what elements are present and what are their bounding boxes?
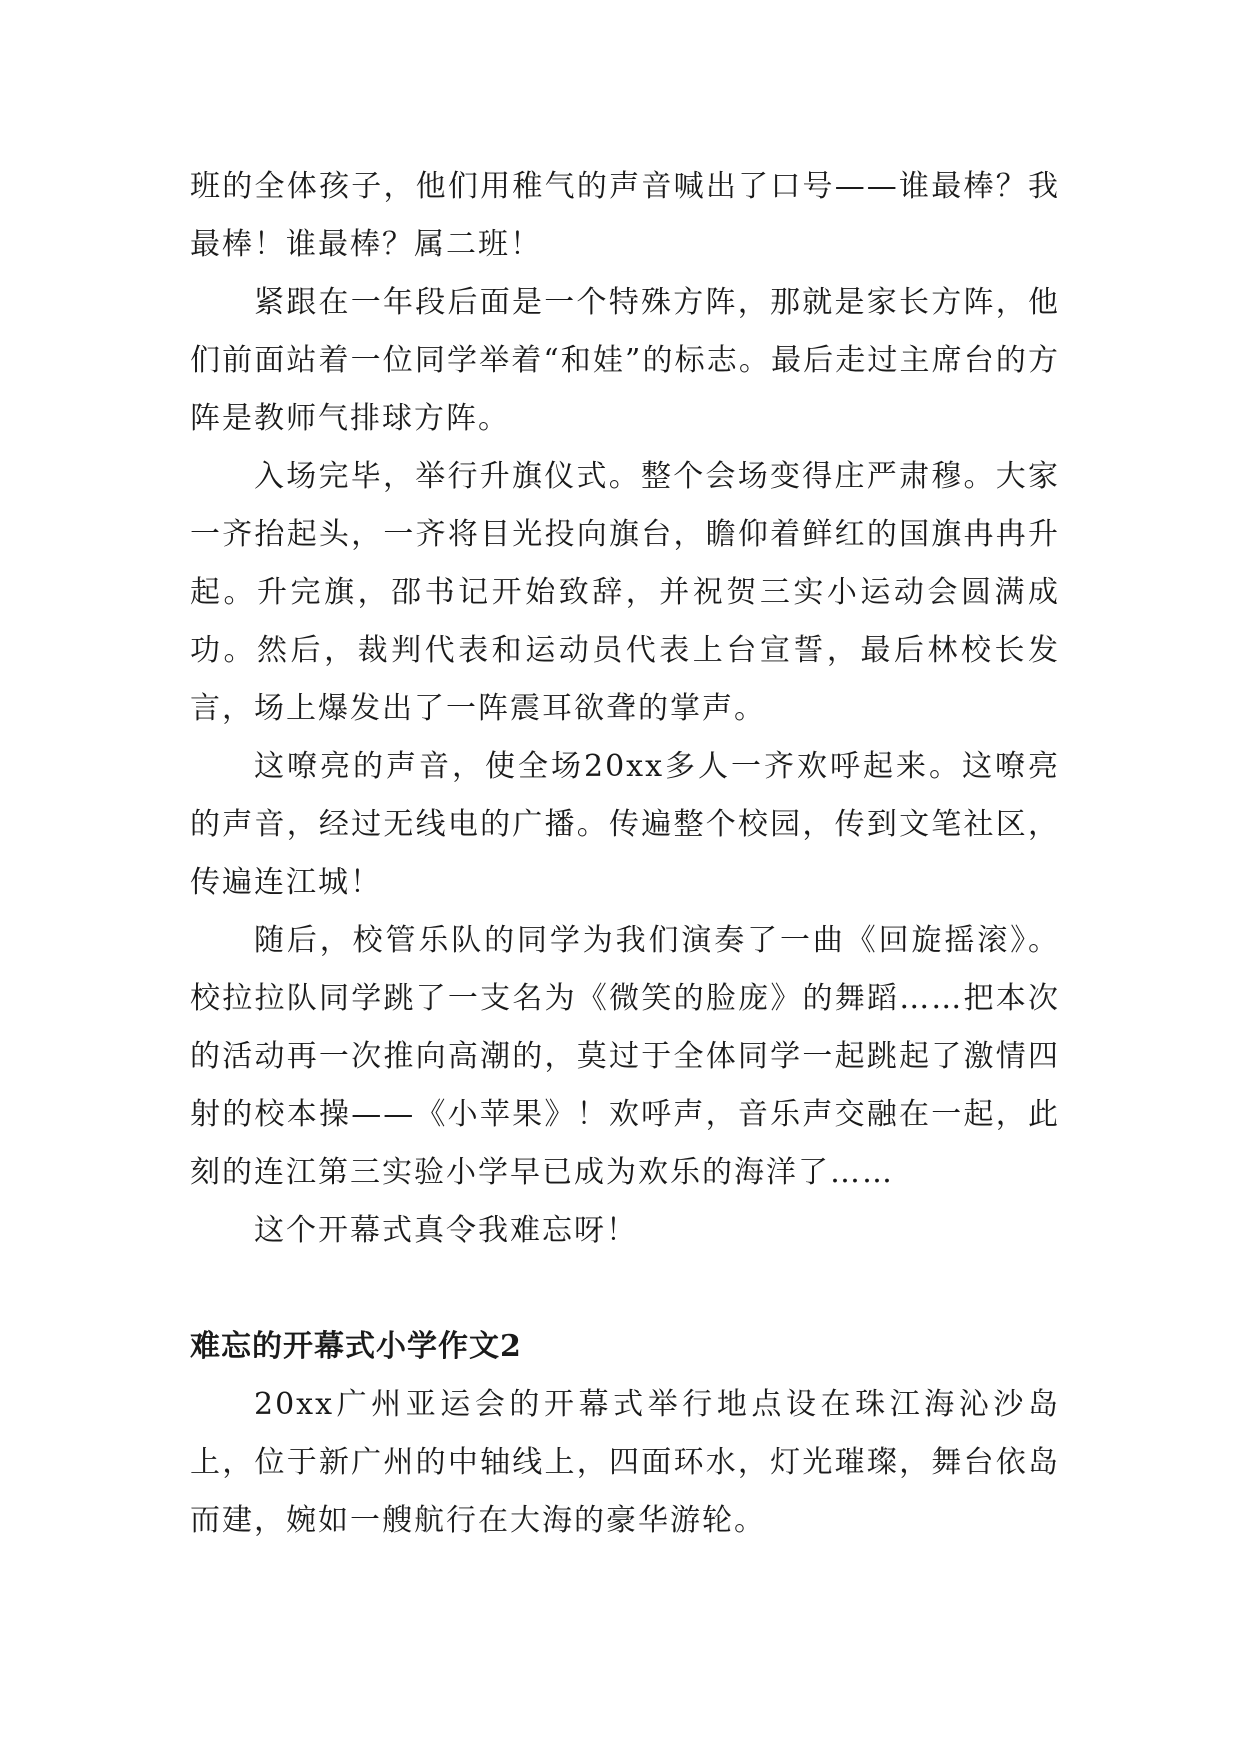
paragraph-2: 紧跟在一年段后面是一个特殊方阵，那就是家长方阵，他们前面站着一位同学举着“和娃”的标志。最后走过主席台的方阵是教师气排球方阵。 (190, 285, 1060, 436)
paragraph-6: 这个开幕式真令我难忘呀！ (254, 1213, 638, 1248)
paragraph-4: 这嘹亮的声音，使全场20xx多人一齐欢呼起来。这嘹亮的声音，经过无线电的广播。传遍整个校园，传到文笔社区，传遍连江城！ (190, 749, 1060, 900)
section-paragraph-1: 20xx广州亚运会的开幕式举行地点设在珠江海沁沙岛上，位于新广州的中轴线上，四面环水，灯光璀璨，舞台依岛而建，婉如一艘航行在大海的豪华游轮。 (190, 1387, 1060, 1538)
paragraph-5: 随后，校管乐队的同学为我们演奏了一曲《回旋摇滚》。校拉拉队同学跳了一支名为《微笑的脸庞》的舞蹈……把本次的活动再一次推向高潮的，莫过于全体同学一起跳起了激情四射的校本操——《小苹果》！欢呼声，音乐声交融在一起，此刻的连江第三实验小学早已成为欢乐的海洋了…… (190, 923, 1060, 1190)
paragraph-3: 入场完毕，举行升旗仪式。整个会场变得庄严肃穆。大家一齐抬起头，一齐将目光投向旗台，瞻仰着鲜红的国旗冉冉升起。升完旗，邵书记开始致辞，并祝贺三实小运动会圆满成功。然后，裁判代表和运动员代表上台宣誓，最后林校长发言，场上爆发出了一阵震耳欲聋的掌声。 (190, 459, 1060, 726)
document-page (190, 158, 1060, 1550)
paragraph-1: 班的全体孩子，他们用稚气的声音喊出了口号——谁最棒？我最棒！谁最棒？属二班！ (190, 169, 1060, 262)
section-title: 难忘的开幕式小学作文2 (190, 1329, 522, 1364)
